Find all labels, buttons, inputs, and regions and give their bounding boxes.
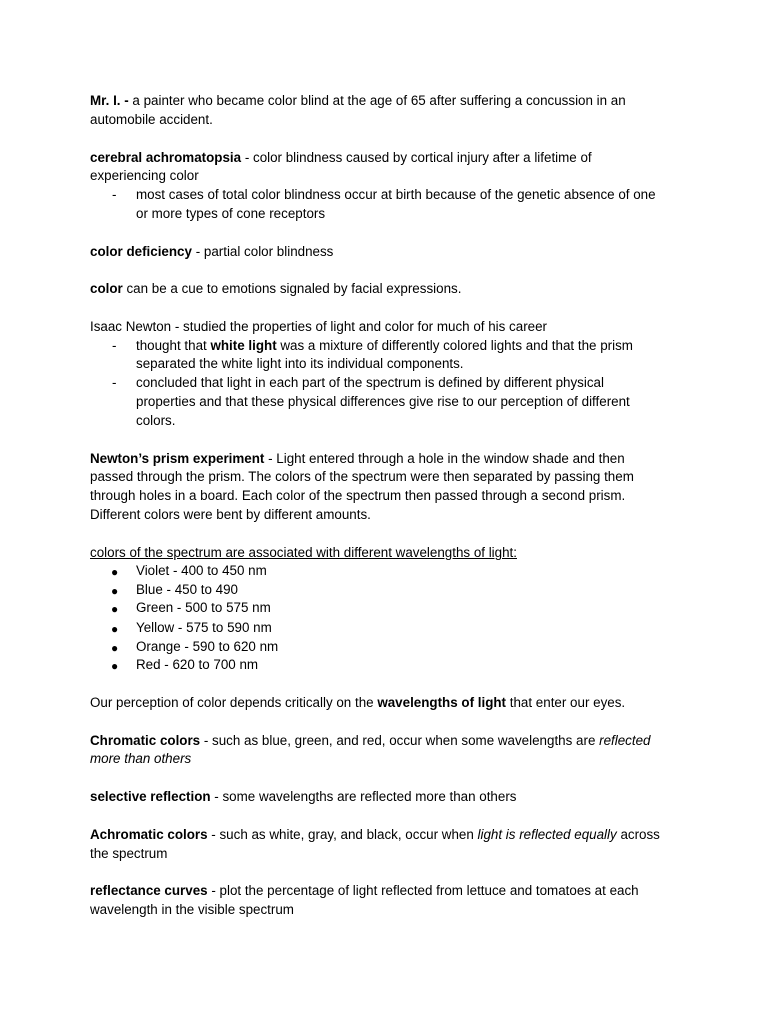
term-achromatic-colors: Achromatic colors <box>90 827 208 842</box>
newton-bullet-2-line-2: properties and that these physical differences give rise to our perception of different <box>136 394 630 409</box>
deficiency-line: color deficiency - partial color blindness <box>90 244 334 259</box>
prism-line-1: Newton’s prism experiment - Light entered through a hole in the window shade and then <box>90 451 625 466</box>
spectrum-heading: colors of the spectrum are associated with different wavelengths of light: <box>90 545 517 560</box>
achromatopsia-bullet-line-1: most cases of total color blindness occur at birth because of the genetic absence of one <box>136 187 656 202</box>
term-mr-i: Mr. I. - <box>90 93 129 108</box>
spectrum-item-violet: Violet - 400 to 450 nm <box>136 563 267 578</box>
bullet-dot: ● <box>111 622 119 636</box>
prism-line-2: passed through the prism. The colors of the spectrum were then separated by passing them <box>90 469 634 484</box>
term-chromatic-colors: Chromatic colors <box>90 733 201 748</box>
mr-i-line-2: automobile accident. <box>90 112 213 127</box>
bullet-dot: ● <box>111 641 119 655</box>
chromatic-line-1: Chromatic colors - such as blue, green, and red, occur when some wavelengths are reflected <box>90 733 651 748</box>
spectrum-item-yellow: Yellow - 575 to 590 nm <box>136 620 272 635</box>
newton-bullet-2-line-3: colors. <box>136 413 176 428</box>
term-reflectance-curves: reflectance curves <box>90 883 208 898</box>
bullet-dot: ● <box>111 602 119 616</box>
newton-intro: Isaac Newton - studied the properties of light and color for much of his career <box>90 319 548 334</box>
prism-line-4: Different colors were bent by different amounts. <box>90 507 371 522</box>
newton-bullet-1-line-1: thought that white light was a mixture of differently colored lights and that the prism <box>136 338 633 353</box>
spectrum-item-blue: Blue - 450 to 490 <box>136 582 238 597</box>
selective-line: selective reflection - some wavelengths are reflected more than others <box>90 789 517 804</box>
term-color-deficiency: color deficiency <box>90 244 192 259</box>
newton-bullet-1-line-2: separated the white light into its individual components. <box>136 356 464 371</box>
bullet-dot: ● <box>111 659 119 673</box>
newton-bullet-2-line-1: concluded that light in each part of the spectrum is defined by different physical <box>136 375 604 390</box>
spectrum-item-red: Red - 620 to 700 nm <box>136 657 259 672</box>
dash-bullet-marker: - <box>112 375 117 390</box>
achromatic-line-2: the spectrum <box>90 846 168 861</box>
prism-line-3: through holes in a board. Each color of the spectrum then passed through a second prism. <box>90 488 626 503</box>
reflectance-line-2: wavelength in the visible spectrum <box>90 902 294 917</box>
achromatopsia-line-2: experiencing color <box>90 168 199 183</box>
achromatic-line-1: Achromatic colors - such as white, gray, and black, occur when light is reflected equally across <box>90 827 660 842</box>
dash-bullet-marker: - <box>112 187 117 202</box>
achromatopsia-line-1: cerebral achromatopsia - color blindness caused by cortical injury after a lifetime of <box>90 150 592 165</box>
term-white-light: white light <box>210 338 277 353</box>
color-cue-line: color can be a cue to emotions signaled by facial expressions. <box>90 281 462 296</box>
dash-bullet-marker: - <box>112 338 117 353</box>
perception-line: Our perception of color depends critically on the wavelengths of light that enter our eyes. <box>90 695 626 710</box>
spectrum-item-orange: Orange - 590 to 620 nm <box>136 639 279 654</box>
bullet-dot: ● <box>111 584 119 598</box>
achromatopsia-bullet-line-2: or more types of cone receptors <box>136 206 326 221</box>
reflectance-line-1: reflectance curves - plot the percentage of light reflected from lettuce and tomatoes at each <box>90 883 639 898</box>
mr-i-line-1: Mr. I. - a painter who became color blind at the age of 65 after suffering a concussion in an <box>90 93 626 108</box>
spectrum-item-green: Green - 500 to 575 nm <box>136 600 271 615</box>
bullet-dot: ● <box>111 565 119 579</box>
term-wavelengths-of-light: wavelengths of light <box>377 695 507 710</box>
term-prism-experiment: Newton’s prism experiment <box>90 451 265 466</box>
chromatic-line-2: more than others <box>90 751 192 766</box>
term-cerebral-achromatopsia: cerebral achromatopsia <box>90 150 242 165</box>
term-color: color <box>90 281 123 296</box>
term-selective-reflection: selective reflection <box>90 789 211 804</box>
